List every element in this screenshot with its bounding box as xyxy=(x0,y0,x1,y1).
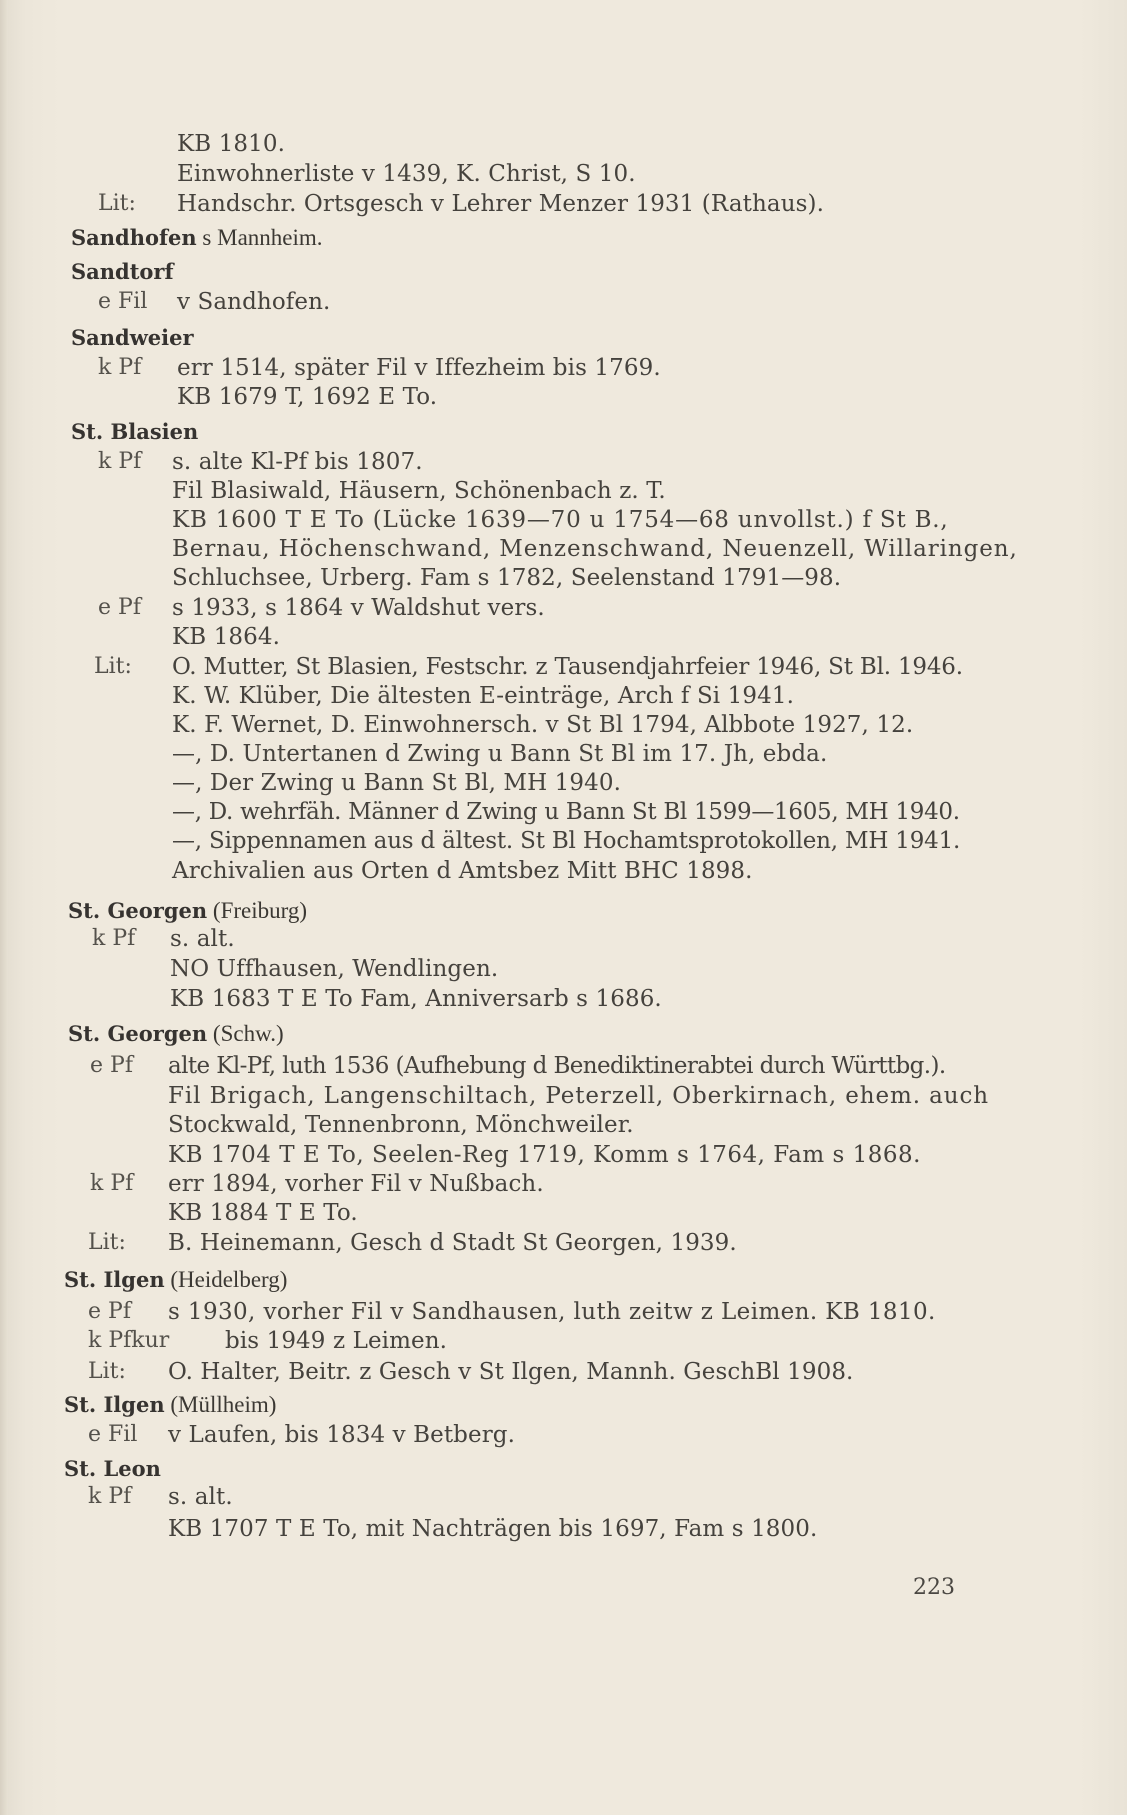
text-line: err 1514, später Fil v Iffezheim bis 1769. xyxy=(177,355,661,381)
text-line: O. Halter, Beitr. z Gesch v St Ilgen, Mannh. GeschBl 1908. xyxy=(168,1359,854,1385)
text-line: Stockwald, Tennenbronn, Mönchweiler. xyxy=(168,1112,634,1138)
entry-label: k Pf xyxy=(88,1484,132,1509)
text-line: —, D. Untertanen d Zwing u Bann St Bl im 17. Jh, ebda. xyxy=(172,741,828,767)
text-line: v Laufen, bis 1834 v Betberg. xyxy=(168,1422,516,1448)
text-line: err 1894, vorher Fil v Nußbach. xyxy=(168,1171,544,1197)
entry-heading xyxy=(68,897,307,925)
text-line: KB 1884 T E To. xyxy=(168,1200,358,1226)
entry-heading xyxy=(68,1020,284,1048)
entry-title: St. Leon xyxy=(64,1456,161,1481)
entry-label: k Pf xyxy=(98,449,142,474)
text-line: —, Sippennamen aus d ältest. St Bl Hochamtsprotokollen, MH 1941. xyxy=(172,828,961,854)
text-line: O. Mutter, St Blasien, Festschr. z Tausendjahrfeier 1946, St Bl. 1946. xyxy=(172,654,963,680)
text-line: KB 1679 T, 1692 E To. xyxy=(177,384,438,410)
entry-title: St. Ilgen xyxy=(64,1267,165,1292)
entry-title: St. Blasien xyxy=(71,419,199,444)
entry-label: e Fil xyxy=(88,1422,138,1447)
text-line: B. Heinemann, Gesch d Stadt St Georgen, 1939. xyxy=(168,1230,737,1256)
entry-label: Lit: xyxy=(88,1359,126,1384)
entry-label: e Pf xyxy=(88,1299,131,1324)
text-line: s 1933, s 1864 v Waldshut vers. xyxy=(172,595,545,621)
entry-title: Sandweier xyxy=(71,325,194,350)
text-line: KB 1600 T E To (Lücke 1639—70 u 1754—68 unvollst.) f St B., xyxy=(172,507,949,533)
text-line: KB 1707 T E To, mit Nachträgen bis 1697, Fam s 1800. xyxy=(168,1516,818,1542)
text-line: v Sandhofen. xyxy=(177,289,331,315)
text-line: Archivalien aus Orten d Amtsbez Mitt BHC 1898. xyxy=(172,858,753,884)
text-line: K. W. Klüber, Die ältesten E-einträge, Arch f Si 1941. xyxy=(172,683,795,709)
entry-heading xyxy=(64,1266,287,1294)
text-line: Bernau, Höchenschwand, Menzenschwand, Neuenzell, Willaringen, xyxy=(172,536,1018,562)
text-line: —, Der Zwing u Bann St Bl, MH 1940. xyxy=(172,770,621,796)
text-line: alte Kl-Pf, luth 1536 (Aufhebung d Benediktinerabtei durch Württbg.). xyxy=(168,1053,946,1079)
text-line: s. alt. xyxy=(170,926,235,952)
entry-title: Sandtorf xyxy=(71,259,174,284)
entry-heading xyxy=(64,1455,161,1483)
text-line: NO Uffhausen, Wendlingen. xyxy=(170,956,499,982)
entry-title: St. Georgen xyxy=(68,898,208,923)
entry-subtitle: (Müllheim) xyxy=(170,1392,277,1417)
text-line: Fil Brigach, Langenschiltach, Peterzell, Oberkirnach, ehem. auch xyxy=(168,1083,989,1109)
entry-subtitle: (Schw.) xyxy=(212,1021,284,1046)
text-line: s 1930, vorher Fil v Sandhausen, luth zeitw z Leimen. KB 1810. xyxy=(168,1299,936,1325)
text-line: Einwohnerliste v 1439, K. Christ, S 10. xyxy=(177,161,636,187)
page-number: 223 xyxy=(913,1575,955,1600)
text-line: s. alt. xyxy=(168,1484,233,1510)
entry-label: e Pf xyxy=(90,1053,133,1078)
text-line: KB 1864. xyxy=(172,624,281,650)
entry-heading xyxy=(64,1391,276,1419)
text-line: K. F. Wernet, D. Einwohnersch. v St Bl 1794, Albbote 1927, 12. xyxy=(172,712,914,738)
text-line: —, D. wehrfäh. Männer d Zwing u Bann St Bl 1599—1605, MH 1940. xyxy=(172,799,960,825)
entry-label: k Pfkur xyxy=(88,1328,170,1353)
entry-label: Lit: xyxy=(98,191,136,216)
entry-subtitle: (Heidelberg) xyxy=(170,1267,288,1292)
text-line: s. alte Kl-Pf bis 1807. xyxy=(172,449,423,475)
entry-label: Lit: xyxy=(94,654,132,679)
entry-heading xyxy=(71,324,194,352)
text-line: Handschr. Ortsgesch v Lehrer Menzer 1931 (Rathaus). xyxy=(177,191,824,217)
entry-title: St. Georgen xyxy=(68,1021,208,1046)
text-line: KB 1704 T E To, Seelen-Reg 1719, Komm s 1764, Fam s 1868. xyxy=(168,1142,921,1168)
entry-label: k Pf xyxy=(98,355,142,380)
entry-label: Lit: xyxy=(88,1230,126,1255)
entry-label: k Pf xyxy=(92,926,136,951)
entry-heading xyxy=(71,224,323,252)
entry-label: e Fil xyxy=(98,289,148,314)
entry-heading xyxy=(71,258,174,286)
entry-title: Sandhofen xyxy=(71,225,197,250)
text-line: Schluchsee, Urberg. Fam s 1782, Seelenstand 1791—98. xyxy=(172,565,842,591)
entry-label: k Pf xyxy=(90,1171,134,1196)
text-line: KB 1810. xyxy=(177,131,286,157)
entry-note: s Mannheim. xyxy=(202,225,323,250)
entry-heading xyxy=(71,418,198,446)
entry-subtitle: (Freiburg) xyxy=(212,898,308,923)
text-line: bis 1949 z Leimen. xyxy=(225,1328,448,1354)
text-line: KB 1683 T E To Fam, Anniversarb s 1686. xyxy=(170,986,662,1012)
entry-label: e Pf xyxy=(98,595,141,620)
text-line: Fil Blasiwald, Häusern, Schönenbach z. T. xyxy=(172,478,666,504)
entry-title: St. Ilgen xyxy=(64,1392,165,1417)
